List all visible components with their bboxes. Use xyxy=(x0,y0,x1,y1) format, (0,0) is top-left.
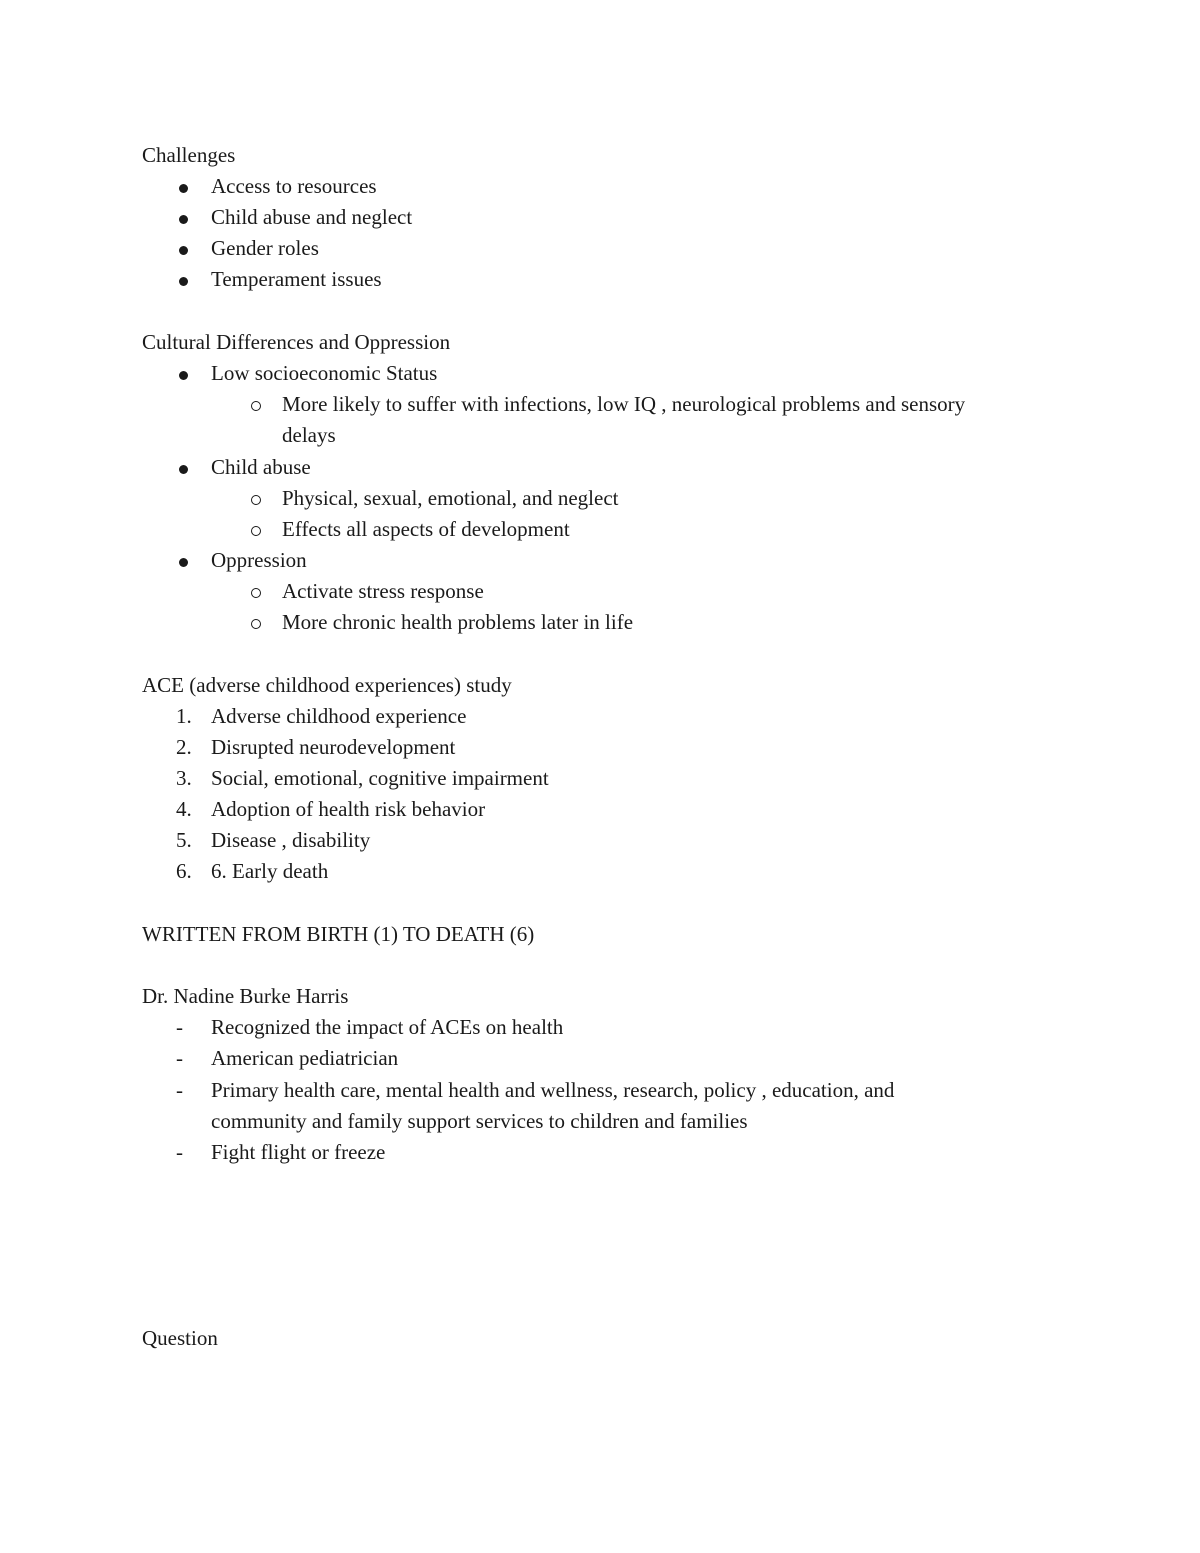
bullet-icon xyxy=(176,452,206,483)
numbered-item-text: Adoption of health risk behavior xyxy=(211,797,486,821)
dash-list-item-text-continued: community and family support services to children and families xyxy=(211,1109,748,1133)
list-item-text: Temperament issues xyxy=(211,267,382,291)
dash-list-item-text: Recognized the impact of ACEs on health xyxy=(211,1015,564,1039)
list-item-text: Child abuse and neglect xyxy=(211,205,413,229)
circle-bullet-icon xyxy=(248,389,278,420)
bullet-icon xyxy=(176,171,206,202)
dash-marker: - xyxy=(176,1140,183,1164)
item-number: 6. xyxy=(176,859,192,883)
item-number: 2. xyxy=(176,735,192,759)
section-heading-cultural: Cultural Differences and Oppression xyxy=(142,330,451,354)
list-item-text: Access to resources xyxy=(211,174,377,198)
sub-list-item-text: Physical, sexual, emotional, and neglect xyxy=(282,486,619,510)
numbered-item-text: Social, emotional, cognitive impairment xyxy=(211,766,549,790)
sub-list-item-text: Activate stress response xyxy=(282,579,484,603)
bullet-icon xyxy=(176,233,206,264)
section-heading-ace: ACE (adverse childhood experiences) study xyxy=(142,673,512,697)
bullet-icon xyxy=(176,264,206,295)
list-item-text: Oppression xyxy=(211,548,307,572)
list-item-text: Child abuse xyxy=(211,455,311,479)
dash-list-item-text: Fight flight or freeze xyxy=(211,1140,386,1164)
circle-bullet-icon xyxy=(248,514,278,545)
list-item-text: Gender roles xyxy=(211,236,319,260)
section-heading-harris: Dr. Nadine Burke Harris xyxy=(142,984,349,1008)
dash-marker: - xyxy=(176,1015,183,1039)
sub-list-item-text: Effects all aspects of development xyxy=(282,517,570,541)
dash-list-item-text: American pediatrician xyxy=(211,1046,399,1070)
sub-list-item-text-continued: delays xyxy=(282,423,336,447)
circle-bullet-icon xyxy=(248,607,278,638)
item-number: 4. xyxy=(176,797,192,821)
bullet-icon xyxy=(176,545,206,576)
section-heading-challenges: Challenges xyxy=(142,143,236,167)
numbered-item-text: 6. Early death xyxy=(211,859,329,883)
numbered-item-text: Disease , disability xyxy=(211,828,371,852)
list-item-text: Low socioeconomic Status xyxy=(211,361,438,385)
bullet-icon xyxy=(176,358,206,389)
item-number: 3. xyxy=(176,766,192,790)
dash-list-item-text: Primary health care, mental health and wellness, research, policy , education, and xyxy=(211,1078,895,1102)
numbered-item-text: Adverse childhood experience xyxy=(211,704,467,728)
sub-list-item-text: More likely to suffer with infections, low IQ , neurological problems and sensory xyxy=(282,392,966,416)
item-number: 1. xyxy=(176,704,192,728)
numbered-item-text: Disrupted neurodevelopment xyxy=(211,735,456,759)
bullet-icon xyxy=(176,202,206,233)
dash-marker: - xyxy=(176,1078,183,1102)
dash-marker: - xyxy=(176,1046,183,1070)
item-number: 5. xyxy=(176,828,192,852)
sub-list-item-text: More chronic health problems later in life xyxy=(282,610,634,634)
question-heading: Question xyxy=(142,1326,218,1350)
circle-bullet-icon xyxy=(248,483,278,514)
note-text: WRITTEN FROM BIRTH (1) TO DEATH (6) xyxy=(142,922,535,946)
circle-bullet-icon xyxy=(248,576,278,607)
